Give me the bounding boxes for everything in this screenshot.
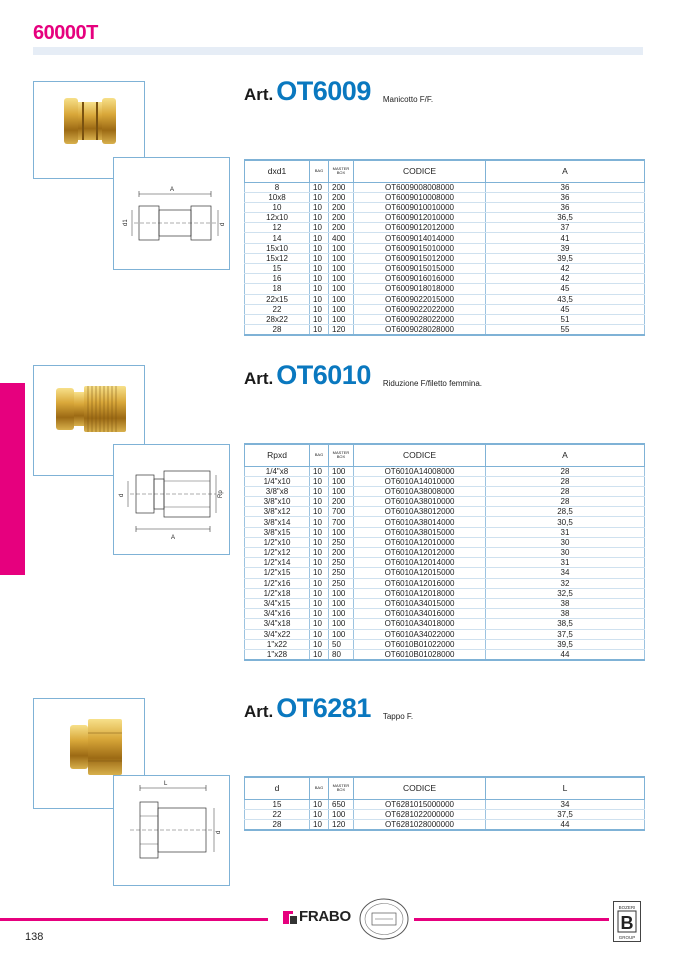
table-row	[245, 558, 645, 568]
bag-cell: 10	[310, 609, 329, 619]
codice-cell: OT6009022022000	[354, 304, 486, 314]
dimension-cell: 28	[486, 476, 645, 486]
codice-cell: OT6010A38014000	[354, 517, 486, 527]
size-cell: 22	[245, 809, 310, 819]
master-box-cell: 100	[329, 619, 354, 629]
bag-cell: 10	[310, 284, 329, 294]
dimension-cell: 36	[486, 182, 645, 192]
col-header-bag: BAG	[310, 777, 329, 799]
bag-cell: 10	[310, 568, 329, 578]
master-box-cell: 100	[329, 294, 354, 304]
codice-cell: OT6281015000000	[354, 799, 486, 809]
dim-label-a: A	[170, 535, 176, 541]
dimension-cell: 30	[486, 548, 645, 558]
article-heading-ot6010	[244, 362, 482, 389]
bag-cell: 10	[310, 588, 329, 598]
table-row	[245, 284, 645, 294]
dimension-cell: 39	[486, 243, 645, 253]
master-box-cell: 100	[329, 284, 354, 294]
codice-cell: OT6009008008000	[354, 182, 486, 192]
bag-cell: 10	[310, 558, 329, 568]
bag-cell: 10	[310, 799, 329, 809]
col-header-bag: BAG	[310, 160, 329, 182]
table-row	[245, 213, 645, 223]
dim-label-d: d	[216, 830, 222, 834]
master-box-cell: 700	[329, 507, 354, 517]
size-cell: 15x12	[245, 253, 310, 263]
article-code: OT6010	[276, 360, 371, 390]
col-header-codice: CODICE	[354, 444, 486, 466]
frabo-logo	[283, 908, 351, 925]
master-box-cell: 250	[329, 537, 354, 547]
bag-cell: 10	[310, 649, 329, 660]
dimension-cell: 32,5	[486, 588, 645, 598]
product-table-ot6281	[244, 776, 645, 831]
master-box-cell: 200	[329, 497, 354, 507]
dimension-cell: 28	[486, 497, 645, 507]
size-cell: 3/4"x16	[245, 609, 310, 619]
dimension-cell: 28,5	[486, 507, 645, 517]
codice-cell: OT6010A34018000	[354, 619, 486, 629]
size-cell: 10x8	[245, 192, 310, 202]
master-box-cell: 250	[329, 558, 354, 568]
dimension-cell: 51	[486, 314, 645, 324]
frabo-brand-text: FRABO	[299, 908, 351, 925]
dimension-cell: 44	[486, 649, 645, 660]
dim-label-rp: Rp	[218, 490, 224, 498]
master-box-cell: 50	[329, 639, 354, 649]
table-header-row	[245, 444, 645, 466]
codice-cell: OT6009015012000	[354, 253, 486, 263]
master-box-cell: 100	[329, 588, 354, 598]
col-header-dimension: A	[486, 160, 645, 182]
bag-cell: 10	[310, 629, 329, 639]
dimension-cell: 28	[486, 486, 645, 496]
codice-cell: OT6010A38012000	[354, 507, 486, 517]
codice-cell: OT6010A12014000	[354, 558, 486, 568]
master-box-cell: 80	[329, 649, 354, 660]
title-bar	[33, 47, 643, 55]
size-cell: 1/2"x14	[245, 558, 310, 568]
table-row	[245, 223, 645, 233]
master-box-cell: 100	[329, 243, 354, 253]
codice-cell: OT6009010008000	[354, 192, 486, 202]
table-row	[245, 619, 645, 629]
codice-cell: OT6010A34016000	[354, 609, 486, 619]
bag-cell: 10	[310, 639, 329, 649]
bag-cell: 10	[310, 497, 329, 507]
size-cell: 3/8"x14	[245, 517, 310, 527]
master-box-cell: 100	[329, 486, 354, 496]
size-cell: 3/8"x12	[245, 507, 310, 517]
master-box-cell: 250	[329, 578, 354, 588]
col-header-size: dxd1	[245, 160, 310, 182]
dimension-cell: 34	[486, 568, 645, 578]
bag-cell: 10	[310, 809, 329, 819]
dim-label-a: A	[169, 187, 175, 193]
table-row	[245, 192, 645, 202]
table-row	[245, 233, 645, 243]
codice-cell: OT6010A34015000	[354, 598, 486, 608]
bag-cell: 10	[310, 517, 329, 527]
table-header-row	[245, 160, 645, 182]
size-cell: 1"x28	[245, 649, 310, 660]
bag-cell: 10	[310, 233, 329, 243]
col-header-master-box: MASTER BOX	[329, 160, 354, 182]
size-cell: 12x10	[245, 213, 310, 223]
table-row	[245, 325, 645, 336]
master-box-cell: 250	[329, 568, 354, 578]
table-row	[245, 253, 645, 263]
master-box-cell: 200	[329, 223, 354, 233]
dimension-cell: 45	[486, 284, 645, 294]
group-logo-icon	[614, 902, 640, 941]
table-row	[245, 243, 645, 253]
dim-label-d1: d1	[123, 219, 129, 226]
codice-cell: OT6010A12010000	[354, 537, 486, 547]
coupling-drawing-icon	[114, 158, 229, 269]
size-cell: 1/2"x16	[245, 578, 310, 588]
cap-drawing-icon	[114, 776, 229, 885]
bag-cell: 10	[310, 466, 329, 476]
codice-cell: OT6009028022000	[354, 314, 486, 324]
product-table-ot6010	[244, 443, 645, 661]
bag-cell: 10	[310, 476, 329, 486]
dimension-cell: 43,5	[486, 294, 645, 304]
dimension-cell: 55	[486, 325, 645, 336]
bag-cell: 10	[310, 223, 329, 233]
size-cell: 14	[245, 233, 310, 243]
size-cell: 3/8"x8	[245, 486, 310, 496]
group-logo-letter: B	[620, 913, 634, 933]
bag-cell: 10	[310, 304, 329, 314]
master-box-cell: 100	[329, 264, 354, 274]
dimension-cell: 31	[486, 558, 645, 568]
master-box-cell: 200	[329, 202, 354, 212]
codice-cell: OT6010B01022000	[354, 639, 486, 649]
master-box-cell: 100	[329, 274, 354, 284]
dimension-cell: 34	[486, 799, 645, 809]
article-description: Tappo F.	[382, 712, 414, 721]
table-header-row	[245, 777, 645, 799]
group-logo-top-text: BOZERI	[618, 905, 636, 910]
col-header-master-box: MASTER BOX	[329, 777, 354, 799]
bag-cell: 10	[310, 243, 329, 253]
master-box-cell: 120	[329, 325, 354, 336]
frabo-mark-icon	[283, 909, 297, 925]
codice-cell: OT6010A12018000	[354, 588, 486, 598]
table-row	[245, 598, 645, 608]
table-row	[245, 639, 645, 649]
table-row	[245, 548, 645, 558]
size-cell: 22	[245, 304, 310, 314]
bag-cell: 10	[310, 325, 329, 336]
size-cell: 3/8"x15	[245, 527, 310, 537]
dimension-cell: 37	[486, 223, 645, 233]
codice-cell: OT6009010010000	[354, 202, 486, 212]
table-row	[245, 517, 645, 527]
dimension-cell: 42	[486, 274, 645, 284]
bag-cell: 10	[310, 527, 329, 537]
col-header-codice: CODICE	[354, 777, 486, 799]
master-box-cell: 100	[329, 609, 354, 619]
codice-cell: OT6009015015000	[354, 264, 486, 274]
col-header-dimension: A	[486, 444, 645, 466]
codice-cell: OT6009016016000	[354, 274, 486, 284]
dimension-cell: 32	[486, 578, 645, 588]
footer-line-right	[414, 918, 609, 921]
master-box-cell: 200	[329, 213, 354, 223]
col-header-dimension: L	[486, 777, 645, 799]
codice-cell: OT6010A14010000	[354, 476, 486, 486]
size-cell: 15	[245, 264, 310, 274]
size-cell: 28x22	[245, 314, 310, 324]
table-row	[245, 264, 645, 274]
dimension-cell: 39,5	[486, 639, 645, 649]
side-color-tab	[0, 383, 25, 575]
size-cell: 16	[245, 274, 310, 284]
reducer-drawing-icon	[114, 445, 229, 554]
dimension-cell: 38	[486, 598, 645, 608]
page-number: 138	[25, 931, 44, 943]
bag-cell: 10	[310, 598, 329, 608]
article-description: Manicotto F/F.	[382, 95, 434, 104]
article-heading-ot6281	[244, 695, 413, 722]
table-row	[245, 629, 645, 639]
dimension-cell: 31	[486, 527, 645, 537]
bag-cell: 10	[310, 578, 329, 588]
codice-cell: OT6010A12012000	[354, 548, 486, 558]
master-box-cell: 100	[329, 304, 354, 314]
bag-cell: 10	[310, 253, 329, 263]
size-cell: 3/4"x18	[245, 619, 310, 629]
col-header-master-box: MASTER BOX	[329, 444, 354, 466]
codice-cell: OT6010A38008000	[354, 486, 486, 496]
codice-cell: OT6009012012000	[354, 223, 486, 233]
col-header-bag: BAG	[310, 444, 329, 466]
table-row	[245, 649, 645, 660]
master-box-cell: 100	[329, 629, 354, 639]
bag-cell: 10	[310, 548, 329, 558]
dimension-cell: 36	[486, 202, 645, 212]
dimension-cell: 30	[486, 537, 645, 547]
size-cell: 10	[245, 202, 310, 212]
bag-cell: 10	[310, 182, 329, 192]
technical-drawing-ot6281	[113, 775, 230, 886]
bag-cell: 10	[310, 507, 329, 517]
bag-cell: 10	[310, 486, 329, 496]
bag-cell: 10	[310, 213, 329, 223]
table-row	[245, 476, 645, 486]
codice-cell: OT6009018018000	[354, 284, 486, 294]
certification-seal	[358, 897, 410, 946]
product-table-ot6009	[244, 159, 645, 336]
size-cell: 1/2"x12	[245, 548, 310, 558]
size-cell: 15	[245, 799, 310, 809]
codice-cell: OT6010A38015000	[354, 527, 486, 537]
table-row	[245, 294, 645, 304]
table-row	[245, 304, 645, 314]
table-row	[245, 609, 645, 619]
master-box-cell: 100	[329, 809, 354, 819]
master-box-cell: 100	[329, 527, 354, 537]
col-header-size: Rpxd	[245, 444, 310, 466]
codice-cell: OT6009012010000	[354, 213, 486, 223]
dimension-cell: 30,5	[486, 517, 645, 527]
table-row	[245, 568, 645, 578]
dim-label-d: d	[220, 222, 226, 226]
codice-cell: OT6010A14008000	[354, 466, 486, 476]
series-title: 60000T	[33, 22, 98, 44]
codice-cell: OT6010B01028000	[354, 649, 486, 660]
technical-drawing-ot6010	[113, 444, 230, 555]
size-cell: 1/4"x8	[245, 466, 310, 476]
article-prefix: Art.	[244, 85, 274, 104]
table-row	[245, 202, 645, 212]
col-header-codice: CODICE	[354, 160, 486, 182]
codice-cell: OT6010A12016000	[354, 578, 486, 588]
bag-cell: 10	[310, 202, 329, 212]
size-cell: 8	[245, 182, 310, 192]
dim-label-l: L	[164, 781, 168, 787]
codice-cell: OT6010A38010000	[354, 497, 486, 507]
table-row	[245, 486, 645, 496]
size-cell: 12	[245, 223, 310, 233]
table-row	[245, 182, 645, 192]
size-cell: 22x15	[245, 294, 310, 304]
master-box-cell: 700	[329, 517, 354, 527]
codice-cell: OT6281022000000	[354, 809, 486, 819]
table-row	[245, 799, 645, 809]
article-heading-ot6009	[244, 78, 433, 105]
size-cell: 1/2"x10	[245, 537, 310, 547]
table-row	[245, 588, 645, 598]
article-code: OT6009	[276, 76, 371, 106]
article-description: Riduzione F/filetto femmina.	[382, 379, 482, 388]
bag-cell: 10	[310, 537, 329, 547]
table-row	[245, 507, 645, 517]
bag-cell: 10	[310, 192, 329, 202]
codice-cell: OT6009014014000	[354, 233, 486, 243]
table-row	[245, 527, 645, 537]
master-box-cell: 200	[329, 548, 354, 558]
bag-cell: 10	[310, 294, 329, 304]
master-box-cell: 100	[329, 476, 354, 486]
dimension-cell: 38,5	[486, 619, 645, 629]
size-cell: 28	[245, 325, 310, 336]
dimension-cell: 44	[486, 819, 645, 830]
table-row	[245, 274, 645, 284]
group-logo-bottom-text: GROUP	[618, 935, 636, 940]
dimension-cell: 39,5	[486, 253, 645, 263]
bag-cell: 10	[310, 619, 329, 629]
master-box-cell: 100	[329, 253, 354, 263]
master-box-cell: 120	[329, 819, 354, 830]
table-row	[245, 466, 645, 476]
col-header-size: d	[245, 777, 310, 799]
dimension-cell: 36,5	[486, 213, 645, 223]
table-row	[245, 809, 645, 819]
master-box-cell: 100	[329, 598, 354, 608]
dimension-cell: 38	[486, 609, 645, 619]
technical-drawing-ot6009	[113, 157, 230, 270]
size-cell: 3/8"x10	[245, 497, 310, 507]
dimension-cell: 42	[486, 264, 645, 274]
codice-cell: OT6010A12015000	[354, 568, 486, 578]
master-box-cell: 100	[329, 314, 354, 324]
bag-cell: 10	[310, 819, 329, 830]
codice-cell: OT6009022015000	[354, 294, 486, 304]
dim-label-d: d	[119, 493, 125, 497]
master-box-cell: 200	[329, 192, 354, 202]
size-cell: 1/4"x10	[245, 476, 310, 486]
table-row	[245, 497, 645, 507]
size-cell: 1/2"x15	[245, 568, 310, 578]
table-row	[245, 819, 645, 830]
codice-cell: OT6009028028000	[354, 325, 486, 336]
codice-cell: OT6281028000000	[354, 819, 486, 830]
table-row	[245, 314, 645, 324]
group-logo	[613, 901, 641, 942]
bag-cell: 10	[310, 274, 329, 284]
bag-cell: 10	[310, 314, 329, 324]
size-cell: 1"x22	[245, 639, 310, 649]
master-box-cell: 650	[329, 799, 354, 809]
footer-line-left	[0, 918, 268, 921]
dimension-cell: 37,5	[486, 629, 645, 639]
dimension-cell: 45	[486, 304, 645, 314]
size-cell: 28	[245, 819, 310, 830]
codice-cell: OT6010A34022000	[354, 629, 486, 639]
dimension-cell: 37,5	[486, 809, 645, 819]
size-cell: 3/4"x22	[245, 629, 310, 639]
dimension-cell: 28	[486, 466, 645, 476]
article-code: OT6281	[276, 693, 371, 723]
dimension-cell: 41	[486, 233, 645, 243]
article-prefix: Art.	[244, 369, 274, 388]
size-cell: 18	[245, 284, 310, 294]
table-row	[245, 537, 645, 547]
master-box-cell: 100	[329, 466, 354, 476]
bag-cell: 10	[310, 264, 329, 274]
master-box-cell: 400	[329, 233, 354, 243]
dimension-cell: 36	[486, 192, 645, 202]
size-cell: 15x10	[245, 243, 310, 253]
article-prefix: Art.	[244, 702, 274, 721]
codice-cell: OT6009015010000	[354, 243, 486, 253]
certification-seal-icon	[358, 897, 410, 941]
master-box-cell: 200	[329, 182, 354, 192]
size-cell: 1/2"x18	[245, 588, 310, 598]
size-cell: 3/4"x15	[245, 598, 310, 608]
table-row	[245, 578, 645, 588]
